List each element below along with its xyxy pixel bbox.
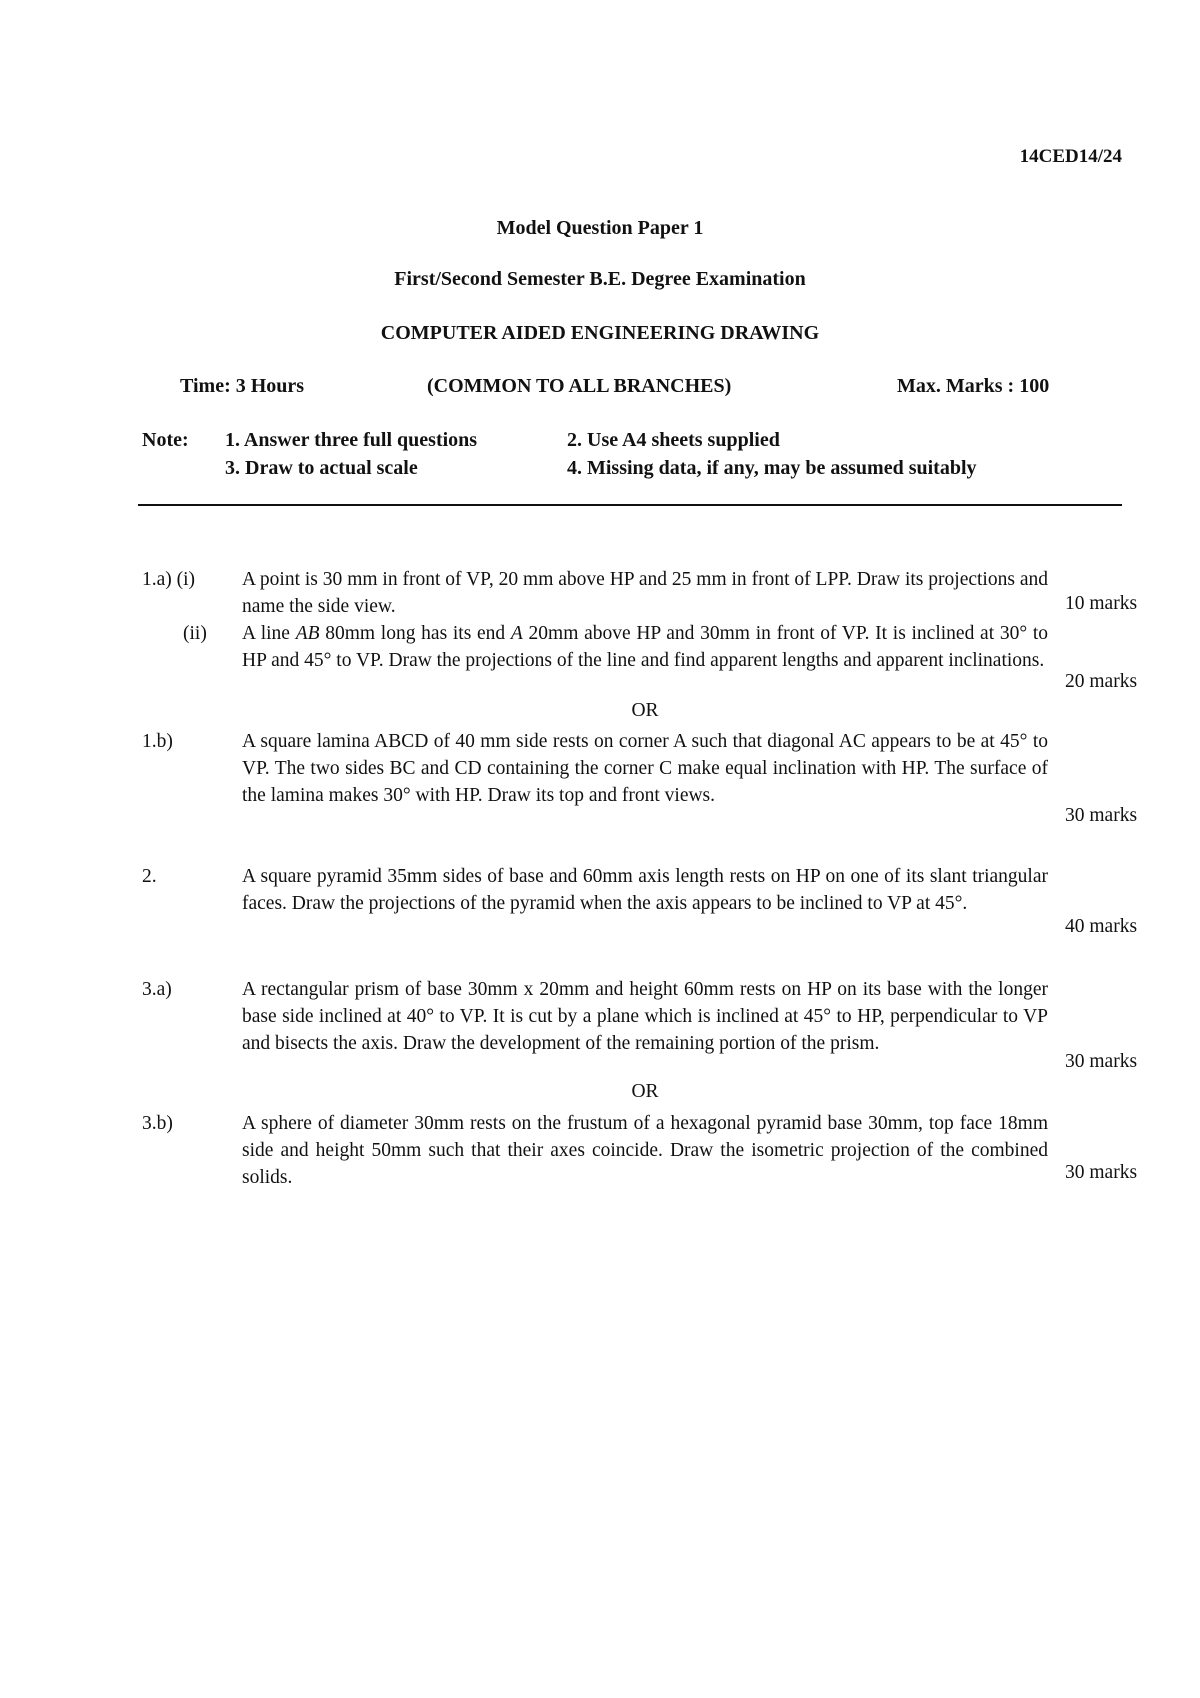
branches: (COMMON TO ALL BRANCHES) [427, 375, 732, 397]
question-number: (ii) [183, 623, 207, 644]
question-marks: 30 marks [1065, 1162, 1138, 1183]
question-number: 1.b) [142, 731, 173, 752]
question-number: 3.b) [142, 1113, 173, 1134]
line-label-ab: AB [295, 623, 320, 644]
or-separator: OR [631, 1081, 659, 1102]
question-text: A square lamina ABCD of 40 mm side rests on corner A such that diagonal AC appears to be at 45° to VP. The two sides BC and CD containing the corner C make equal inclination with HP. The surface of the lamina makes 30° with HP. Draw its top and front views. [242, 731, 1048, 806]
question-number: 2. [142, 866, 157, 887]
paper-title: Model Question Paper 1 [496, 217, 704, 239]
question-marks: 30 marks [1065, 1051, 1138, 1072]
question-marks: 10 marks [1065, 593, 1138, 614]
note-item: 3. Draw to actual scale [225, 457, 418, 479]
question-number: 1.a) (i) [142, 569, 196, 590]
question-text: A sphere of diameter 30mm rests on the frustum of a hexagonal pyramid base 30mm, top face 18mm side and height 50mm such that their axes coincide. Draw the isometric projection of the combined solids. [242, 1113, 1048, 1188]
question-text: A point is 30 mm in front of VP, 20 mm above HP and 25 mm in front of LPP. Draw its projections and name the side view. [242, 569, 1048, 617]
end-label-a: A [510, 623, 523, 644]
question-text: A rectangular prism of base 30mm x 20mm and height 60mm rests on HP on its base with the longer base side inclined at 40° to VP. It is cut by a plane which is inclined at 45° to HP, perpendicular to VP and bisects the axis. Draw the development of the remaining portion of the prism. [242, 979, 1048, 1054]
exam-name: First/Second Semester B.E. Degree Examination [394, 268, 806, 290]
question-text: A square pyramid 35mm sides of base and 60mm axis length rests on HP on one of its slant triangular faces. Draw the projections of the pyramid when the axis appears to be inclined to VP at 45°. [242, 866, 1048, 914]
note-item: 1. Answer three full questions [225, 429, 478, 451]
note-label: Note: [142, 429, 189, 451]
question-marks: 40 marks [1065, 916, 1138, 937]
question-marks: 30 marks [1065, 805, 1138, 826]
question-number: 3.a) [142, 979, 172, 1000]
note-item: 2. Use A4 sheets supplied [567, 429, 780, 451]
note-item: 4. Missing data, if any, may be assumed suitably [567, 457, 977, 479]
header-divider [138, 504, 1122, 506]
time-allowed: Time: 3 Hours [180, 375, 305, 397]
subject-title: COMPUTER AIDED ENGINEERING DRAWING [380, 322, 820, 344]
max-marks: Max. Marks : 100 [897, 375, 1050, 397]
question-text: A line AB 80mm long has its end A 20mm above HP and 30mm in front of VP. It is inclined at 30° to HP and 45° to VP. Draw the projections of the line and find apparent lengths and apparent inclinations. [242, 623, 1049, 671]
paper-code: 14CED14/24 [1019, 146, 1122, 167]
or-separator: OR [631, 700, 659, 721]
question-marks: 20 marks [1065, 671, 1138, 692]
